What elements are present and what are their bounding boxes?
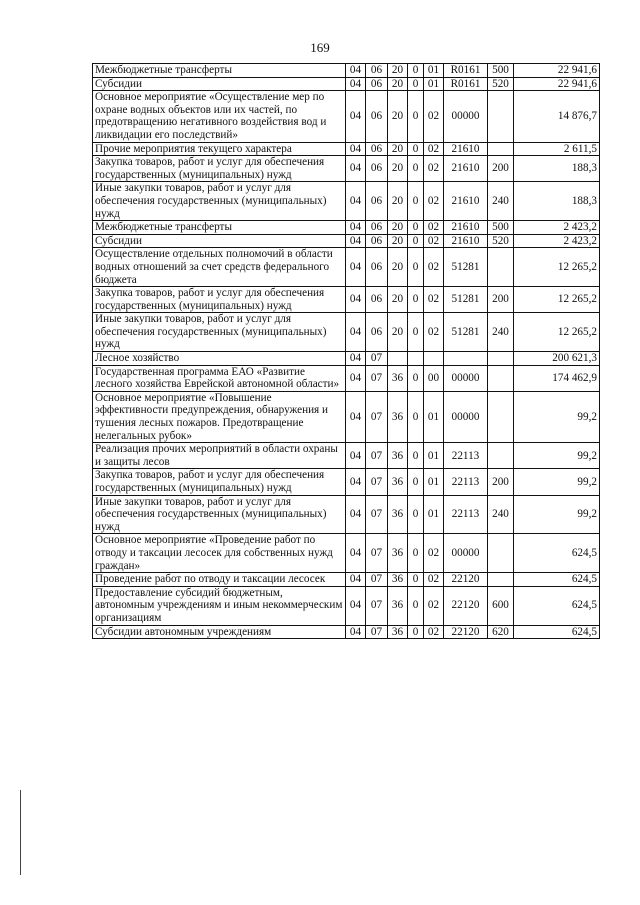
subsection-code: 07 bbox=[366, 352, 388, 366]
row-name: Осуществление отдельных полномочий в области водных отношений за счет средств федерального бюджета bbox=[93, 248, 346, 287]
expense-type-code: 520 bbox=[488, 234, 514, 248]
table-row bbox=[93, 142, 600, 156]
subprogram-code: 0 bbox=[408, 625, 424, 639]
event-code: 01 bbox=[424, 443, 444, 469]
direction-code: 51281 bbox=[444, 313, 488, 352]
direction-code: 51281 bbox=[444, 248, 488, 287]
row-name: Субсидии bbox=[93, 234, 346, 248]
amount: 99,2 bbox=[514, 469, 600, 495]
expense-type-code: 240 bbox=[488, 182, 514, 221]
subprogram-code: 0 bbox=[408, 586, 424, 625]
program-code: 36 bbox=[388, 495, 408, 534]
table-row bbox=[93, 352, 600, 366]
table-row bbox=[93, 365, 600, 391]
subprogram-code: 0 bbox=[408, 287, 424, 313]
expense-type-code: 600 bbox=[488, 586, 514, 625]
program-code: 36 bbox=[388, 365, 408, 391]
direction-code: 22120 bbox=[444, 573, 488, 587]
expense-type-code: 200 bbox=[488, 156, 514, 182]
section-code: 04 bbox=[346, 182, 366, 221]
event-code: 01 bbox=[424, 77, 444, 91]
table-row bbox=[93, 443, 600, 469]
amount: 2 423,2 bbox=[514, 234, 600, 248]
row-name: Основное мероприятие «Проведение работ по отводу и таксации лесосек для собственных нужд граждан» bbox=[93, 534, 346, 573]
section-code: 04 bbox=[346, 221, 366, 235]
row-name: Закупка товаров, работ и услуг для обеспечения государственных (муниципальных) нужд bbox=[93, 287, 346, 313]
row-name: Государственная программа ЕАО «Развитие лесного хозяйства Еврейской автономной области» bbox=[93, 365, 346, 391]
program-code: 20 bbox=[388, 142, 408, 156]
section-code: 04 bbox=[346, 142, 366, 156]
program-code: 36 bbox=[388, 469, 408, 495]
subprogram-code: 0 bbox=[408, 221, 424, 235]
section-code: 04 bbox=[346, 534, 366, 573]
program-code: 36 bbox=[388, 573, 408, 587]
subprogram-code: 0 bbox=[408, 469, 424, 495]
subprogram-code: 0 bbox=[408, 248, 424, 287]
event-code: 02 bbox=[424, 156, 444, 182]
subsection-code: 06 bbox=[366, 287, 388, 313]
subsection-code: 07 bbox=[366, 443, 388, 469]
program-code: 36 bbox=[388, 391, 408, 442]
table-row bbox=[93, 313, 600, 352]
amount: 174 462,9 bbox=[514, 365, 600, 391]
subsection-code: 06 bbox=[366, 234, 388, 248]
program-code bbox=[388, 352, 408, 366]
table-row bbox=[93, 234, 600, 248]
direction-code: 21610 bbox=[444, 156, 488, 182]
amount: 624,5 bbox=[514, 625, 600, 639]
section-code: 04 bbox=[346, 625, 366, 639]
section-code: 04 bbox=[346, 64, 366, 78]
event-code: 02 bbox=[424, 182, 444, 221]
page-number: 169 bbox=[310, 40, 330, 55]
direction-code: 21610 bbox=[444, 142, 488, 156]
subprogram-code: 0 bbox=[408, 156, 424, 182]
direction-code: 51281 bbox=[444, 287, 488, 313]
row-name: Проведение работ по отводу и таксации лесосек bbox=[93, 573, 346, 587]
table-row bbox=[93, 534, 600, 573]
program-code: 36 bbox=[388, 534, 408, 573]
section-code: 04 bbox=[346, 352, 366, 366]
section-code: 04 bbox=[346, 156, 366, 182]
program-code: 36 bbox=[388, 443, 408, 469]
direction-code: 21610 bbox=[444, 182, 488, 221]
subprogram-code: 0 bbox=[408, 534, 424, 573]
event-code: 02 bbox=[424, 313, 444, 352]
subprogram-code: 0 bbox=[408, 495, 424, 534]
section-code: 04 bbox=[346, 495, 366, 534]
table-row bbox=[93, 156, 600, 182]
amount: 22 941,6 bbox=[514, 77, 600, 91]
expense-type-code: 500 bbox=[488, 64, 514, 78]
direction-code: 22113 bbox=[444, 469, 488, 495]
subsection-code: 06 bbox=[366, 156, 388, 182]
expense-type-code bbox=[488, 534, 514, 573]
expense-type-code bbox=[488, 443, 514, 469]
subsection-code: 06 bbox=[366, 248, 388, 287]
section-code: 04 bbox=[346, 234, 366, 248]
program-code: 20 bbox=[388, 64, 408, 78]
expense-type-code bbox=[488, 365, 514, 391]
expense-type-code bbox=[488, 91, 514, 142]
row-name: Лесное хозяйство bbox=[93, 352, 346, 366]
section-code: 04 bbox=[346, 573, 366, 587]
table-row bbox=[93, 91, 600, 142]
program-code: 20 bbox=[388, 313, 408, 352]
row-name: Межбюджетные трансферты bbox=[93, 64, 346, 78]
direction-code: 00000 bbox=[444, 91, 488, 142]
subsection-code: 06 bbox=[366, 221, 388, 235]
amount: 188,3 bbox=[514, 182, 600, 221]
table-row bbox=[93, 221, 600, 235]
expense-type-code bbox=[488, 352, 514, 366]
amount: 99,2 bbox=[514, 495, 600, 534]
program-code: 20 bbox=[388, 156, 408, 182]
table-row bbox=[93, 391, 600, 442]
amount: 624,5 bbox=[514, 586, 600, 625]
event-code: 01 bbox=[424, 391, 444, 442]
subprogram-code: 0 bbox=[408, 77, 424, 91]
table-row bbox=[93, 469, 600, 495]
amount: 2 611,5 bbox=[514, 142, 600, 156]
expense-type-code bbox=[488, 142, 514, 156]
section-code: 04 bbox=[346, 391, 366, 442]
subsection-code: 07 bbox=[366, 365, 388, 391]
subprogram-code: 0 bbox=[408, 91, 424, 142]
program-code: 20 bbox=[388, 287, 408, 313]
row-name: Субсидии автономным учреждениям bbox=[93, 625, 346, 639]
expense-type-code: 240 bbox=[488, 495, 514, 534]
row-name: Иные закупки товаров, работ и услуг для обеспечения государственных (муниципальных) нужд bbox=[93, 495, 346, 534]
subprogram-code: 0 bbox=[408, 64, 424, 78]
expense-type-code bbox=[488, 573, 514, 587]
amount: 12 265,2 bbox=[514, 248, 600, 287]
event-code: 01 bbox=[424, 469, 444, 495]
direction-code: 00000 bbox=[444, 391, 488, 442]
direction-code: R0161 bbox=[444, 77, 488, 91]
section-code: 04 bbox=[346, 586, 366, 625]
section-code: 04 bbox=[346, 91, 366, 142]
direction-code: 00000 bbox=[444, 534, 488, 573]
section-code: 04 bbox=[346, 287, 366, 313]
direction-code: 22113 bbox=[444, 495, 488, 534]
section-code: 04 bbox=[346, 248, 366, 287]
event-code bbox=[424, 352, 444, 366]
subprogram-code: 0 bbox=[408, 443, 424, 469]
row-name: Основное мероприятие «Осуществление мер по охране водных объектов или их частей, по предотвращению негативного воздействия вод и ликвидации его последствий» bbox=[93, 91, 346, 142]
direction-code: 22113 bbox=[444, 443, 488, 469]
table-row bbox=[93, 586, 600, 625]
subprogram-code bbox=[408, 352, 424, 366]
expense-type-code bbox=[488, 248, 514, 287]
event-code: 02 bbox=[424, 573, 444, 587]
event-code: 02 bbox=[424, 287, 444, 313]
table-row bbox=[93, 182, 600, 221]
direction-code: 21610 bbox=[444, 234, 488, 248]
amount: 12 265,2 bbox=[514, 287, 600, 313]
table-row bbox=[93, 64, 600, 78]
section-code: 04 bbox=[346, 77, 366, 91]
table-row bbox=[93, 495, 600, 534]
subsection-code: 07 bbox=[366, 391, 388, 442]
table-row bbox=[93, 248, 600, 287]
event-code: 02 bbox=[424, 534, 444, 573]
direction-code: 21610 bbox=[444, 221, 488, 235]
direction-code: 22120 bbox=[444, 625, 488, 639]
margin-line bbox=[20, 790, 21, 875]
amount: 12 265,2 bbox=[514, 313, 600, 352]
program-code: 20 bbox=[388, 248, 408, 287]
subsection-code: 06 bbox=[366, 64, 388, 78]
expense-type-code: 520 bbox=[488, 77, 514, 91]
row-name: Основное мероприятие «Повышение эффективности предупреждения, обнаружения и тушения лесных пожаров. Предотвращение нелегальных рубок» bbox=[93, 391, 346, 442]
row-name: Иные закупки товаров, работ и услуг для обеспечения государственных (муниципальных) нужд bbox=[93, 313, 346, 352]
expense-type-code: 200 bbox=[488, 469, 514, 495]
program-code: 20 bbox=[388, 221, 408, 235]
program-code: 36 bbox=[388, 586, 408, 625]
event-code: 00 bbox=[424, 365, 444, 391]
subsection-code: 06 bbox=[366, 182, 388, 221]
subsection-code: 07 bbox=[366, 534, 388, 573]
program-code: 20 bbox=[388, 234, 408, 248]
section-code: 04 bbox=[346, 313, 366, 352]
event-code: 02 bbox=[424, 142, 444, 156]
subprogram-code: 0 bbox=[408, 365, 424, 391]
event-code: 01 bbox=[424, 64, 444, 78]
row-name: Иные закупки товаров, работ и услуг для обеспечения государственных (муниципальных) нужд bbox=[93, 182, 346, 221]
table-row bbox=[93, 573, 600, 587]
subsection-code: 07 bbox=[366, 625, 388, 639]
table-row bbox=[93, 77, 600, 91]
subprogram-code: 0 bbox=[408, 234, 424, 248]
budget-table bbox=[92, 63, 600, 639]
expense-type-code: 200 bbox=[488, 287, 514, 313]
expense-type-code: 240 bbox=[488, 313, 514, 352]
amount: 624,5 bbox=[514, 573, 600, 587]
subsection-code: 07 bbox=[366, 495, 388, 534]
program-code: 20 bbox=[388, 182, 408, 221]
event-code: 02 bbox=[424, 586, 444, 625]
subsection-code: 06 bbox=[366, 142, 388, 156]
subsection-code: 06 bbox=[366, 91, 388, 142]
row-name: Закупка товаров, работ и услуг для обеспечения государственных (муниципальных) нужд bbox=[93, 469, 346, 495]
subprogram-code: 0 bbox=[408, 573, 424, 587]
table-body bbox=[93, 64, 600, 639]
section-code: 04 bbox=[346, 469, 366, 495]
row-name: Прочие мероприятия текущего характера bbox=[93, 142, 346, 156]
direction-code bbox=[444, 352, 488, 366]
expense-type-code bbox=[488, 391, 514, 442]
event-code: 02 bbox=[424, 248, 444, 287]
direction-code: 22120 bbox=[444, 586, 488, 625]
subsection-code: 07 bbox=[366, 573, 388, 587]
section-code: 04 bbox=[346, 443, 366, 469]
subsection-code: 06 bbox=[366, 313, 388, 352]
subprogram-code: 0 bbox=[408, 182, 424, 221]
amount: 624,5 bbox=[514, 534, 600, 573]
program-code: 36 bbox=[388, 625, 408, 639]
row-name: Закупка товаров, работ и услуг для обеспечения государственных (муниципальных) нужд bbox=[93, 156, 346, 182]
subsection-code: 06 bbox=[366, 77, 388, 91]
event-code: 02 bbox=[424, 221, 444, 235]
event-code: 01 bbox=[424, 495, 444, 534]
subsection-code: 07 bbox=[366, 586, 388, 625]
row-name: Реализация прочих мероприятий в области охраны и защиты лесов bbox=[93, 443, 346, 469]
direction-code: 00000 bbox=[444, 365, 488, 391]
event-code: 02 bbox=[424, 234, 444, 248]
section-code: 04 bbox=[346, 365, 366, 391]
program-code: 20 bbox=[388, 77, 408, 91]
amount: 2 423,2 bbox=[514, 221, 600, 235]
amount: 99,2 bbox=[514, 443, 600, 469]
direction-code: R0161 bbox=[444, 64, 488, 78]
table-row bbox=[93, 287, 600, 313]
subsection-code: 07 bbox=[366, 469, 388, 495]
event-code: 02 bbox=[424, 91, 444, 142]
row-name: Предоставление субсидий бюджетным, автономным учреждениям и иным некоммерческим организациям bbox=[93, 586, 346, 625]
subprogram-code: 0 bbox=[408, 313, 424, 352]
table-row bbox=[93, 625, 600, 639]
row-name: Субсидии bbox=[93, 77, 346, 91]
amount: 14 876,7 bbox=[514, 91, 600, 142]
subprogram-code: 0 bbox=[408, 391, 424, 442]
amount: 200 621,3 bbox=[514, 352, 600, 366]
amount: 188,3 bbox=[514, 156, 600, 182]
expense-type-code: 500 bbox=[488, 221, 514, 235]
amount: 99,2 bbox=[514, 391, 600, 442]
subprogram-code: 0 bbox=[408, 142, 424, 156]
amount: 22 941,6 bbox=[514, 64, 600, 78]
row-name: Межбюджетные трансферты bbox=[93, 221, 346, 235]
event-code: 02 bbox=[424, 625, 444, 639]
program-code: 20 bbox=[388, 91, 408, 142]
expense-type-code: 620 bbox=[488, 625, 514, 639]
